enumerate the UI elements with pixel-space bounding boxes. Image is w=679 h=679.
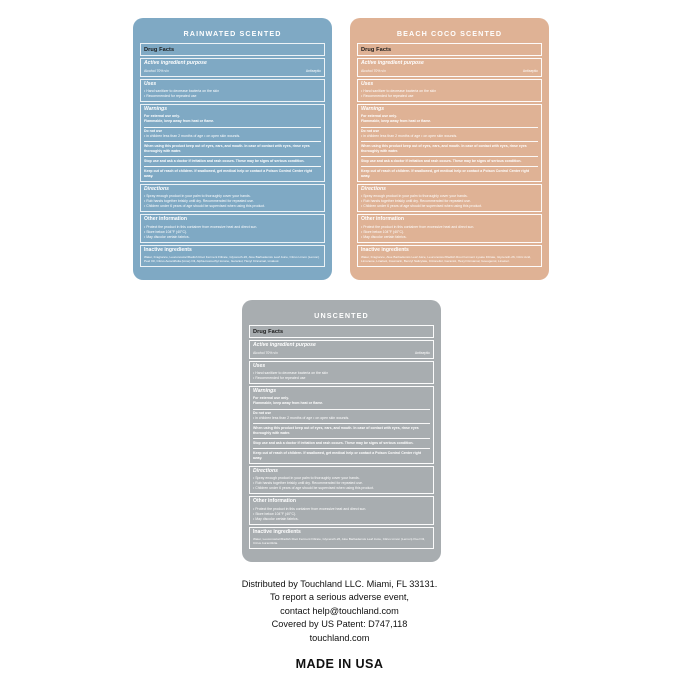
other-information-line: • Protect the product in this container from excessive heat and direct sun. <box>361 224 475 229</box>
warnings-para: Stop use and ask a doctor if irritation and rash occurs. These may be signs of serious condition. <box>144 158 305 163</box>
warnings-section <box>140 104 325 182</box>
warnings-para: Stop use and ask a doctor if irritation and rash occurs. These may be signs of serious condition. <box>253 440 414 445</box>
divider <box>361 166 538 167</box>
active-ingredient-purpose: Antiseptic <box>414 350 430 355</box>
directions-line: • Spray enough product in your palm to thoroughly cover your hands. <box>253 476 360 481</box>
footer-patent: Covered by US Patent: D747,118 <box>271 619 408 630</box>
warnings-line: Flammable, keep away from heat or flame. <box>361 119 432 124</box>
directions-line: • Children under 6 years of age should be supervised when using this product. <box>361 204 483 209</box>
directions-title: Directions <box>361 185 386 192</box>
inactive-ingredients-text: Water, Leuconostoc/Radish Root Ferment Filtrate, Glycereth-26, Aloe Barbadensis Leaf Juice, Citrus Limon (Lemon) Peel Oil, Citrus Aurantifolia. <box>253 537 426 546</box>
warnings-para: When using this product keep out of eyes, ears, and mouth. In case of contact with eyes, rinse eyes thoroughly with water. <box>253 426 419 436</box>
panel-title-beachcoco: BEACH COCO SCENTED <box>396 29 503 38</box>
drug-facts-heading: Drug Facts <box>357 43 542 56</box>
divider <box>144 141 321 142</box>
other-information-line: • Protect the product in this container from excessive heat and direct sun. <box>144 224 258 229</box>
do-not-use-title: Do not use <box>144 129 163 134</box>
other-information-line: • May discolor certain fabrics. <box>253 516 299 521</box>
uses-line: • Recommended for repeated use <box>144 94 197 99</box>
inactive-ingredients-title: Inactive ingredients <box>253 528 301 535</box>
inactive-ingredients-title: Inactive ingredients <box>144 246 192 253</box>
warnings-line: For external use only. <box>361 114 397 119</box>
divider <box>361 127 538 128</box>
other-information-title: Other information <box>253 498 297 505</box>
drug-facts-panel-beachcoco <box>350 18 549 280</box>
warnings-para: When using this product keep out of eyes, ears, and mouth. In case of contact with eyes, rinse eyes thoroughly with water. <box>361 144 527 154</box>
uses-line: • Hand sanitizer to decrease bacteria on the skin <box>361 88 437 93</box>
divider <box>253 423 430 424</box>
panel-title-unscented: UNSCENTED <box>314 311 369 320</box>
inactive-ingredients-section <box>140 245 325 267</box>
drug-facts-panel-rainwater <box>133 18 332 280</box>
other-information-line: • May discolor certain fabrics. <box>361 234 407 239</box>
divider <box>253 438 430 439</box>
directions-line: • Children under 6 years of age should be supervised when using this product. <box>253 486 375 491</box>
uses-line: • Recommended for repeated use <box>253 376 306 381</box>
drug-facts-body <box>249 325 434 553</box>
directions-title: Directions <box>144 185 169 192</box>
active-ingredient-name: Alcohol 70% v/v <box>361 68 386 73</box>
other-information-section <box>249 496 434 525</box>
other-information-line: • Store below 104°F (40°C). <box>361 229 405 234</box>
inactive-ingredients-text: Water, Fragrance, Aloe Barbadensis Leaf Juice, Leuconostoc/Radish Root Ferment Lysate Filtrate, Glycereth-26, Citric Acid, Limonene, Linalool, Coumarin, Benzyl Salicylate, Citronellol, Geraniol, Hexyl Cinnamal, Isoeugenol, Linalool. <box>361 255 532 264</box>
active-ingredient-section <box>357 58 542 76</box>
footer <box>0 578 679 673</box>
directions-title: Directions <box>253 467 278 474</box>
active-ingredient-title: Active ingredient purpose <box>253 342 316 349</box>
directions-line: • Rub hands together briskly until dry. Recommended for repeated use. <box>361 199 471 204</box>
active-ingredient-name: Alcohol 70% v/v <box>253 350 278 355</box>
active-ingredient-section <box>140 58 325 76</box>
directions-line: • Spray enough product in your palm to thoroughly cover your hands. <box>361 194 468 199</box>
other-information-line: • Protect the product in this container from excessive heat and direct sun. <box>253 506 367 511</box>
inactive-ingredients-section <box>249 527 434 549</box>
footer-distributor: Distributed by Touchland LLC. Miami, FL 33131. <box>241 579 438 589</box>
directions-section <box>357 184 542 213</box>
do-not-use-title: Do not use <box>253 411 272 416</box>
divider <box>253 448 430 449</box>
uses-section <box>140 79 325 102</box>
warnings-para: Stop use and ask a doctor if irritation and rash occurs. These may be signs of serious condition. <box>361 158 522 163</box>
uses-line: • Recommended for repeated use <box>361 94 414 99</box>
inactive-ingredients-text: Water, Fragrance, Leuconostoc/Radish Root Ferment Filtrate, Glycereth-26, Aloe Barbadensis Leaf Juice, Citrus Limon (Lemon) Peel Oil, Citrus Aurantifolia (Lime) Oil, Alpha-Isomethyl Ionone, Geraniol, Hexyl Cinnamal, Linalool. <box>144 255 320 264</box>
warnings-line: For external use only. <box>253 396 289 401</box>
directions-line: • Rub hands together briskly until dry. Recommended for repeated use. <box>253 481 363 486</box>
warnings-title: Warnings <box>361 106 385 113</box>
active-ingredient-title: Active ingredient purpose <box>361 60 424 67</box>
directions-line: • Children under 6 years of age should be supervised when using this product. <box>144 204 266 209</box>
active-ingredient-purpose: Antiseptic <box>522 68 538 73</box>
uses-title: Uses <box>361 80 374 87</box>
uses-section <box>357 79 542 102</box>
other-information-line: • Store below 104°F (40°C). <box>144 229 188 234</box>
active-ingredient-name: Alcohol 70% v/v <box>144 68 169 73</box>
warnings-section <box>249 386 434 464</box>
warnings-line: Flammable, keep away from heat or flame. <box>253 401 324 406</box>
active-ingredient-purpose: Antiseptic <box>305 68 321 73</box>
drug-facts-heading: Drug Facts <box>249 325 434 338</box>
do-not-use-text: • in children less than 2 months of age • on open skin wounds. <box>144 134 241 139</box>
footer-website[interactable]: touchland.com <box>309 633 370 644</box>
uses-title: Uses <box>253 362 266 369</box>
drug-facts-body <box>140 43 325 271</box>
warnings-line: Flammable, keep away from heat or flame. <box>144 119 215 124</box>
inactive-ingredients-section <box>357 245 542 267</box>
warnings-title: Warnings <box>144 106 168 113</box>
warnings-para: Keep out of reach of children. If swallowed, get medical help or contact a Poison Control Center right away. <box>361 168 530 178</box>
divider <box>144 166 321 167</box>
divider <box>144 156 321 157</box>
drug-facts-body <box>357 43 542 271</box>
drug-facts-heading: Drug Facts <box>140 43 325 56</box>
uses-line: • Hand sanitizer to decrease bacteria on the skin <box>253 370 329 375</box>
other-information-title: Other information <box>361 216 405 223</box>
made-in-usa: MADE IN USA <box>295 656 384 671</box>
warnings-section <box>357 104 542 182</box>
uses-section <box>249 361 434 384</box>
active-ingredient-title: Active ingredient purpose <box>144 60 207 67</box>
warnings-line: For external use only. <box>144 114 180 119</box>
do-not-use-text: • in children less than 2 months of age • on open skin wounds. <box>253 416 350 421</box>
directions-section <box>140 184 325 213</box>
divider <box>361 156 538 157</box>
inactive-ingredients-title: Inactive ingredients <box>361 246 409 253</box>
divider <box>361 141 538 142</box>
warnings-para: Keep out of reach of children. If swallowed, get medical help or contact a Poison Control Center right away. <box>253 450 422 460</box>
directions-line: • Rub hands together briskly until dry. Recommended for repeated use. <box>144 199 254 204</box>
warnings-para: Keep out of reach of children. If swallowed, get medical help or contact a Poison Control Center right away. <box>144 168 313 178</box>
uses-line: • Hand sanitizer to decrease bacteria on the skin <box>144 88 220 93</box>
directions-line: • Spray enough product in your palm to thoroughly cover your hands. <box>144 194 251 199</box>
footer-contact-email: contact help@touchland.com <box>280 605 399 616</box>
warnings-para: When using this product keep out of eyes, ears, and mouth. In case of contact with eyes, rinse eyes thoroughly with water. <box>144 144 310 154</box>
divider <box>253 409 430 410</box>
warnings-title: Warnings <box>253 388 277 395</box>
other-information-section <box>140 214 325 243</box>
directions-section <box>249 466 434 495</box>
other-information-title: Other information <box>144 216 188 223</box>
divider <box>144 127 321 128</box>
panel-title-rainwater: RAINWATED SCENTED <box>183 29 282 38</box>
active-ingredient-section <box>249 340 434 358</box>
other-information-section <box>357 214 542 243</box>
do-not-use-title: Do not use <box>361 129 380 134</box>
other-information-line: • May discolor certain fabrics. <box>144 234 190 239</box>
do-not-use-text: • in children less than 2 months of age • on open skin wounds. <box>361 134 458 139</box>
uses-title: Uses <box>144 80 157 87</box>
drug-facts-panel-unscented <box>242 300 441 562</box>
other-information-line: • Store below 104°F (40°C). <box>253 511 297 516</box>
footer-adverse-event-line: To report a serious adverse event, <box>270 592 409 603</box>
